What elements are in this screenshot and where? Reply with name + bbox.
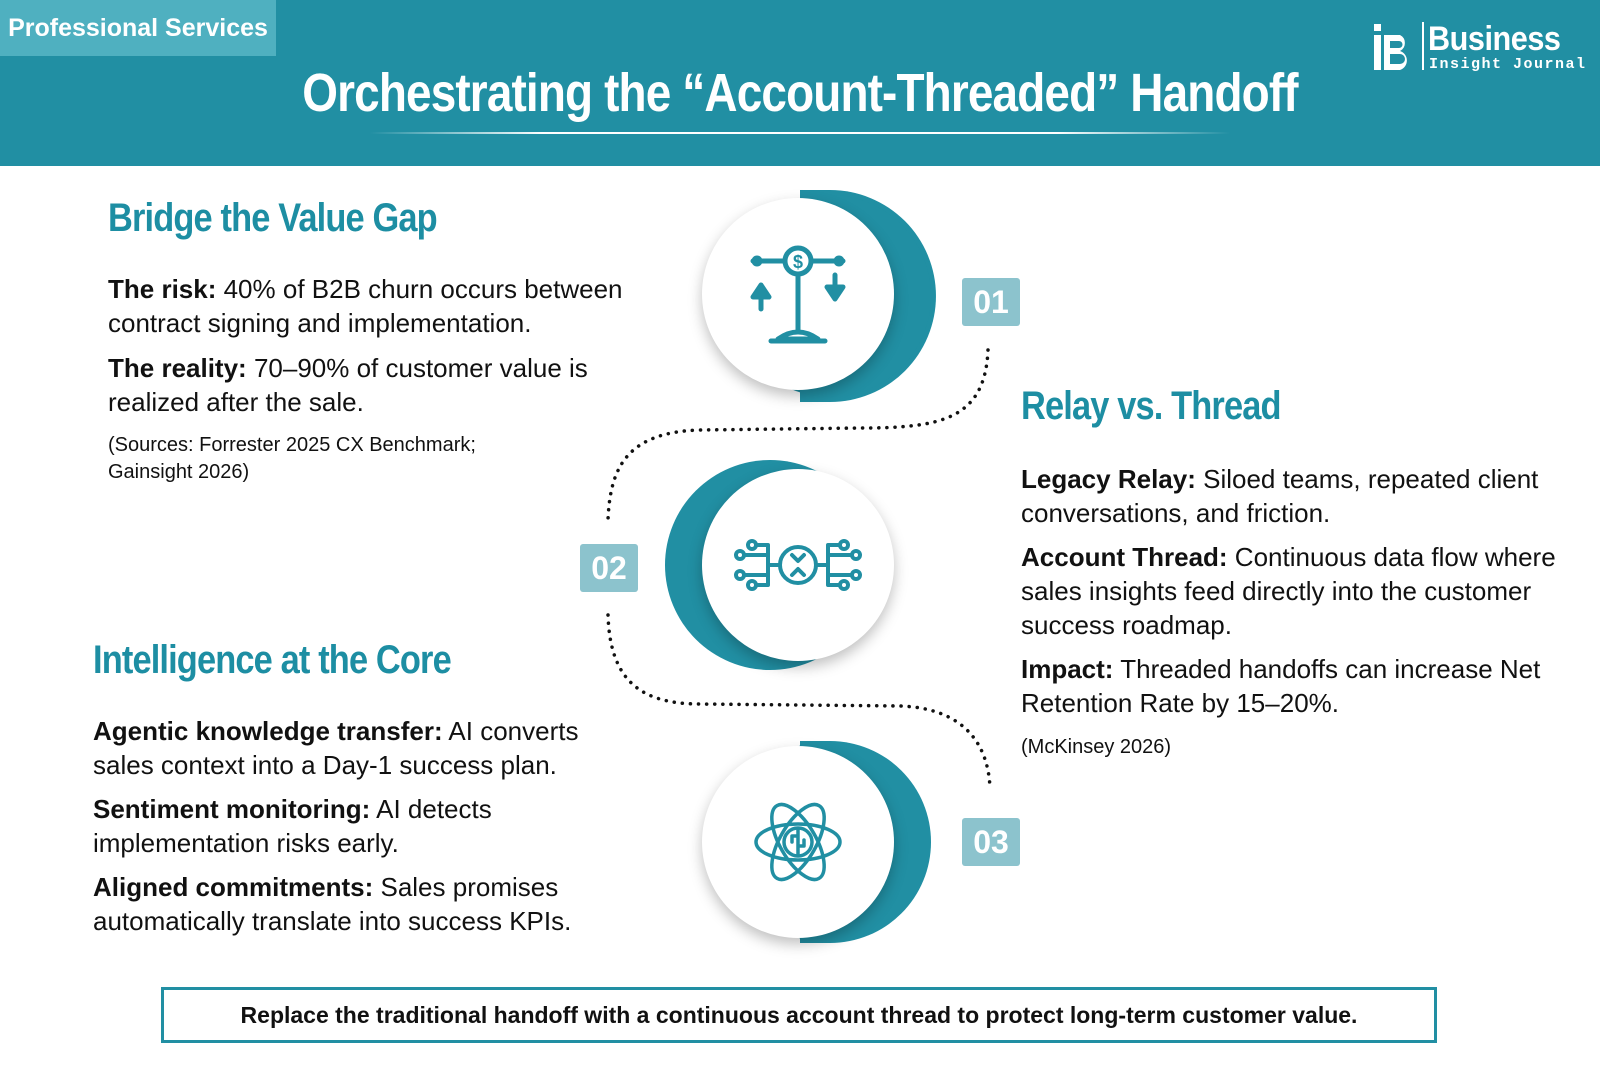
sentiment-paragraph bbox=[93, 792, 573, 860]
svg-text:$: $ bbox=[792, 252, 804, 272]
step-01-number: 01 bbox=[962, 278, 1020, 326]
source-note-2: (McKinsey 2026) bbox=[1021, 736, 1172, 758]
sentiment-label: Sentiment monitoring: bbox=[93, 794, 371, 824]
aligned-label: Aligned commitments: bbox=[93, 872, 374, 902]
reality-text: 70–90% of customer value is realized after the sale. bbox=[108, 353, 588, 417]
reality-paragraph bbox=[108, 351, 628, 419]
legacy-label: Legacy Relay: bbox=[1021, 464, 1196, 494]
section-title-value-gap: Bridge the Value Gap bbox=[108, 196, 437, 240]
atom-brain-icon bbox=[748, 792, 848, 892]
logo-name: Business bbox=[1428, 20, 1561, 58]
legacy-text: Siloed teams, repeated client conversations, and friction. bbox=[1021, 464, 1539, 528]
source-note-1: (Sources: Forrester 2025 CX Benchmark; Gainsight 2026) bbox=[108, 434, 476, 483]
thread-text: Continuous data flow where sales insights feed directly into the customer success roadmap. bbox=[1021, 542, 1556, 640]
impact-label: Impact: bbox=[1021, 654, 1114, 684]
agentic-label: Agentic knowledge transfer: bbox=[93, 716, 443, 746]
step-02-number: 02 bbox=[580, 544, 638, 592]
agentic-text: AI converts sales context into a Day-1 success plan. bbox=[93, 716, 579, 780]
thread-paragraph bbox=[1021, 540, 1581, 642]
impact-paragraph bbox=[1021, 652, 1561, 720]
legacy-paragraph bbox=[1021, 462, 1581, 530]
aligned-paragraph bbox=[93, 870, 653, 938]
aligned-text: Sales promises automatically translate into success KPIs. bbox=[93, 872, 572, 936]
logo-subtitle: Insight Journal bbox=[1429, 56, 1587, 73]
step-03-number: 03 bbox=[962, 818, 1020, 866]
footer-callout: Replace the traditional handoff with a continuous account thread to protect long-term customer value. bbox=[161, 987, 1437, 1043]
risk-paragraph bbox=[108, 272, 668, 340]
step-03-circle bbox=[702, 746, 894, 938]
thread-label: Account Thread: bbox=[1021, 542, 1228, 572]
page-title: Orchestrating the “Account-Threaded” Handoff bbox=[302, 63, 1298, 123]
impact-text: Threaded handoffs can increase Net Retention Rate by 15–20%. bbox=[1021, 654, 1541, 718]
sentiment-text: AI detects implementation risks early. bbox=[93, 794, 492, 858]
risk-label: The risk: bbox=[108, 274, 217, 304]
category-tag: Professional Services bbox=[0, 0, 276, 56]
risk-text: 40% of B2B churn occurs between contract signing and implementation. bbox=[108, 274, 623, 338]
agentic-paragraph bbox=[93, 714, 633, 782]
section-title-intelligence: Intelligence at the Core bbox=[93, 638, 451, 682]
reality-label: The reality: bbox=[108, 353, 247, 383]
section-title-relay-thread: Relay vs. Thread bbox=[1021, 384, 1281, 428]
